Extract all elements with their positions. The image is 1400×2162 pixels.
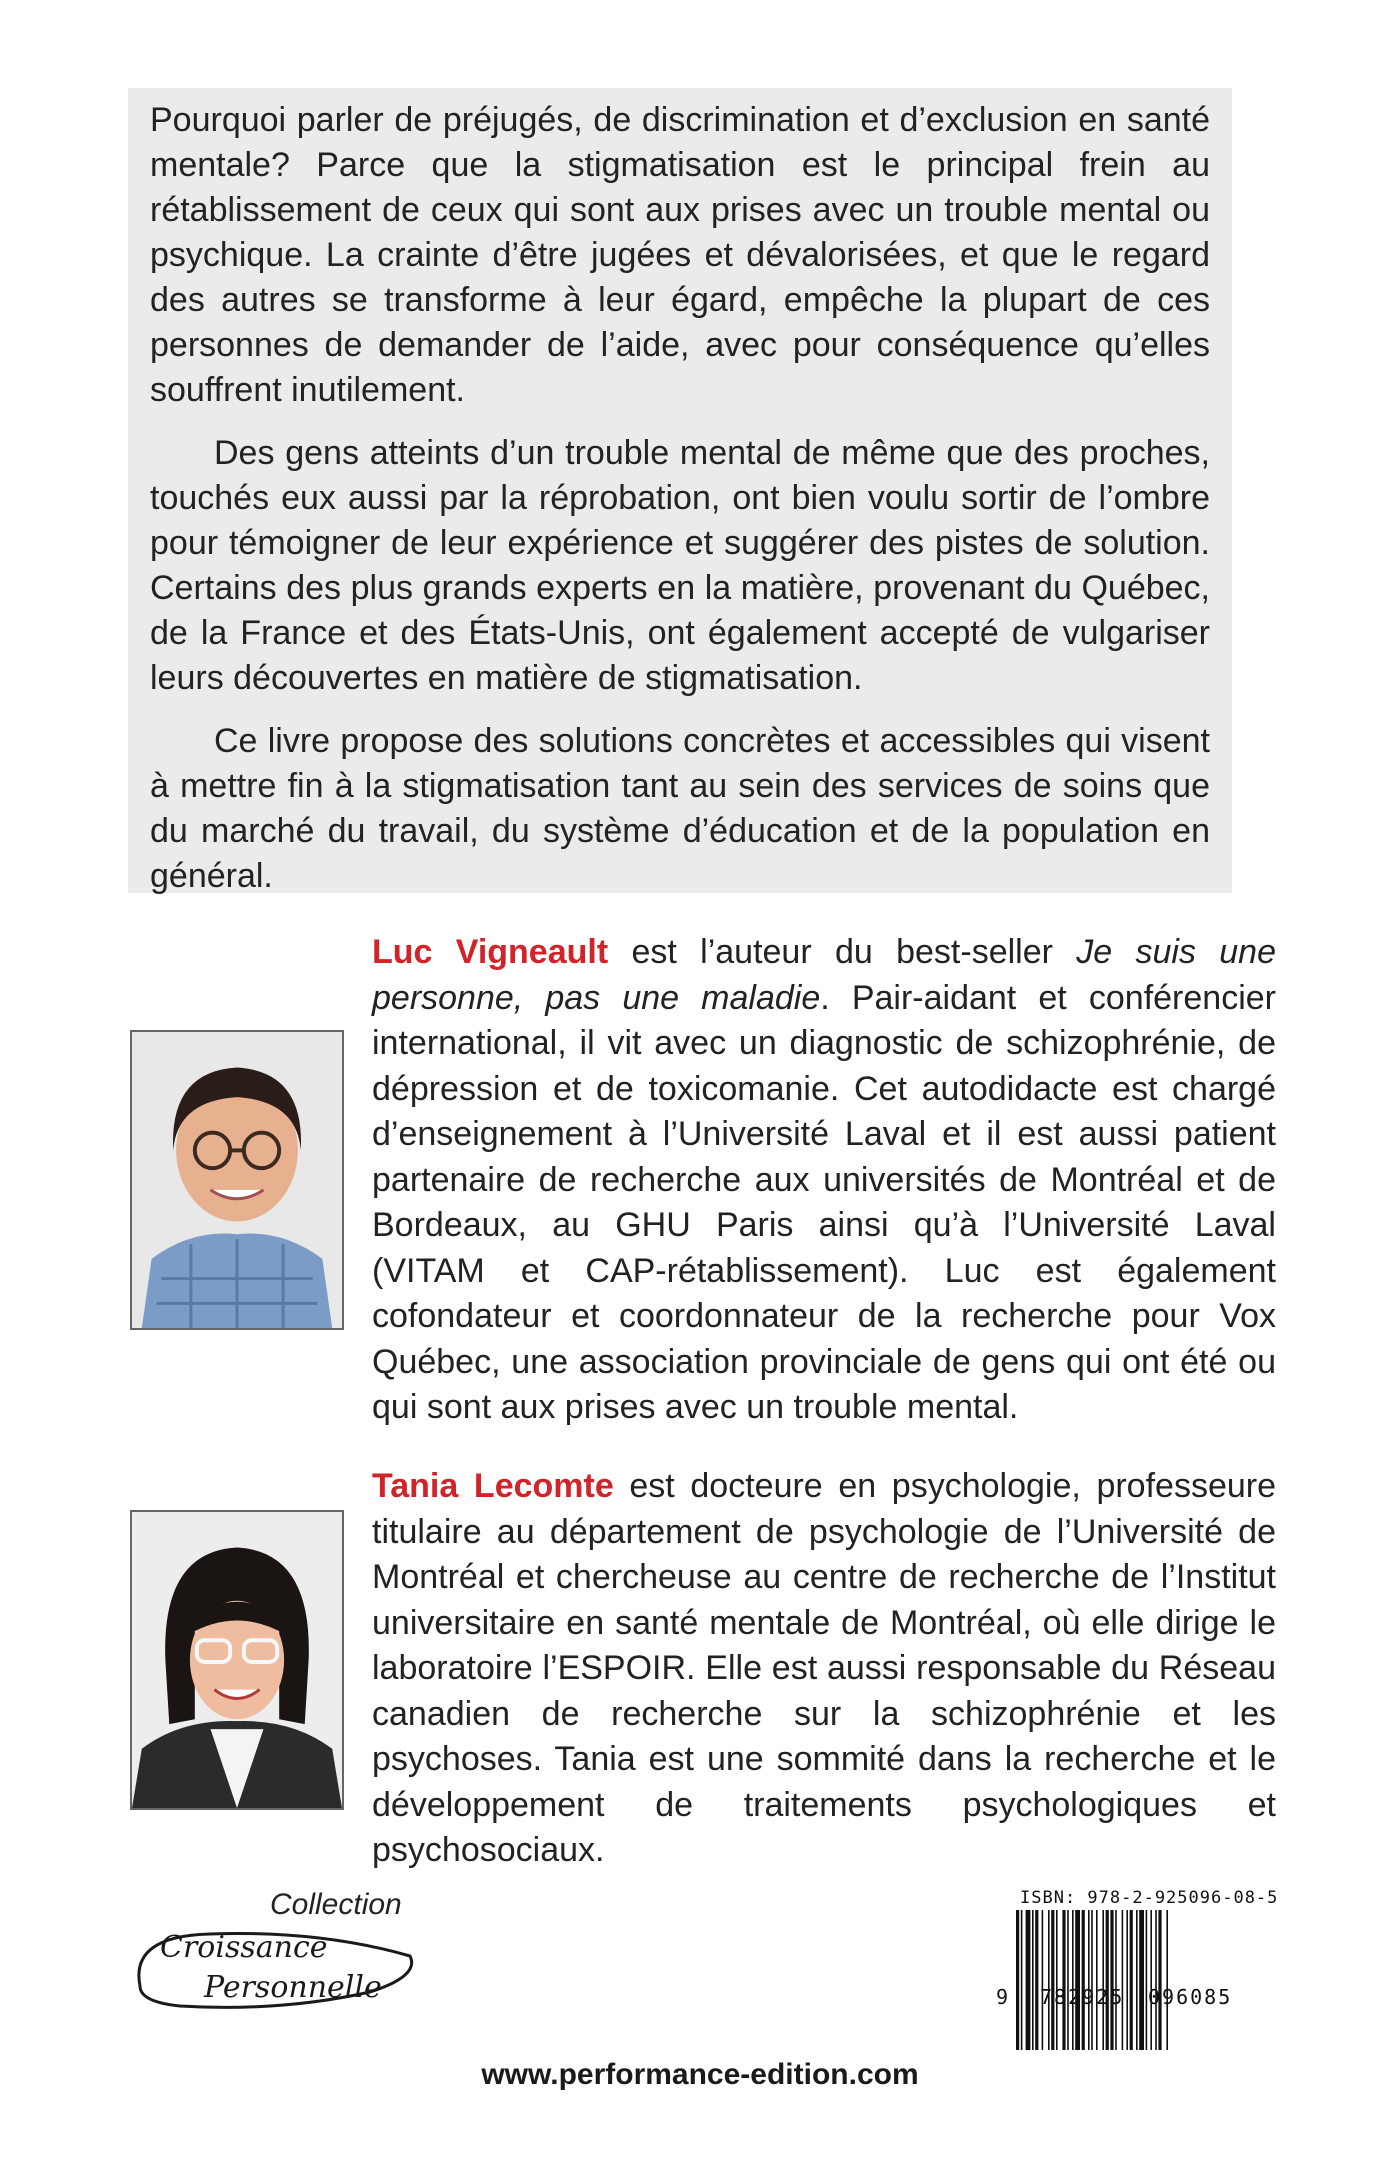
barcode-bar <box>1062 1910 1065 2050</box>
author-bio-tania <box>372 1464 1276 1874</box>
author-bio-luc-text-1: est l’auteur du best-seller <box>608 933 1077 971</box>
barcode-bar <box>1042 1910 1044 2050</box>
barcode-bar <box>1106 1910 1109 2050</box>
author-bio-tania-text: est docteure en psychologie, professeure titulaire au département de psychologie de l’Université de Montréal et chercheuse au centre de recherche de l’Institut universitaire en santé mentale de Montréal, où elle dirige le laboratoire l’ESPOIR. Elle est aussi responsable du Réseau canadien de recherche sur la schizophrénie et les psychoses. Tania est une sommité dans la recherche et le développement de traitements psychologiques et psychosociaux. <box>372 1467 1277 1869</box>
author-bio-luc-text-2: . Pair-aidant et conférencier international, il vit avec un diagnostic de schizophrénie, de dépression et de toxicomanie. Cet autodidacte est chargé d’enseignement à l’Université Laval et il est aussi patient partenaire de recherche aux universités de Montréal et de Bordeaux, au GHU Paris ainsi qu’à l’Université Laval (VITAM et CAP-rétablissement). Luc est également cofondateur et coordonnateur de la recherche pour Vox Québec, une association provinciale de gens qui ont été ou qui sont aux prises avec un trouble mental. <box>372 978 1276 1426</box>
portrait-man-image <box>132 1032 342 1328</box>
barcode-bar <box>1072 1910 1074 2050</box>
barcode-bar <box>1115 1910 1117 2050</box>
barcode-bar <box>1136 1910 1138 2050</box>
barcode-bar <box>1126 1910 1128 2050</box>
barcode-bar <box>1067 1910 1069 2050</box>
barcode-bar <box>1082 1910 1085 2050</box>
barcode-bar <box>1146 1910 1148 2050</box>
portrait-woman-image <box>132 1512 342 1808</box>
synopsis-paragraph-2: Des gens atteints d’un trouble mental de même que des proches, touchés eux aussi par la réprobation, ont bien voulu sortir de l’ombre pour témoigner de leur expérience et suggérer des pistes de solution. Certains des plus grands experts en la matière, provenant du Québec, de la France et des États-Unis, ont également accepté de vulgariser leurs découvertes en matière de stigmatisation. <box>150 434 1210 697</box>
book-title: Je suis une personne, pas une maladie <box>372 933 1276 1017</box>
barcode <box>1012 1910 1262 2050</box>
barcode-bar <box>1122 1910 1124 2050</box>
barcode-bar <box>1130 1910 1133 2050</box>
barcode-bar <box>1016 1910 1019 2050</box>
synopsis-panel <box>128 88 1232 893</box>
barcode-bar <box>1139 1910 1144 2050</box>
author-name-luc: Luc Vigneault <box>372 933 609 971</box>
synopsis-paragraph-3: Ce livre propose des solutions concrètes et accessibles qui visent à mettre fin à la stigmatisation tant au sein des services de soins que du marché du travail, du système d’éducation et de la population en général. <box>150 722 1210 895</box>
barcode-bar <box>1051 1910 1054 2050</box>
logo-line-2: Personnelle <box>204 1970 382 2005</box>
barcode-bar <box>1110 1910 1113 2050</box>
author-name-tania: Tania Lecomte <box>372 1467 614 1505</box>
author-photo-luc <box>130 1030 344 1330</box>
barcode-digit-first: 9 <box>996 1985 1009 2009</box>
author-photo-tania <box>130 1510 344 1810</box>
barcode-digits-left: 782925 <box>1040 1985 1125 2009</box>
publisher-website: www.performance-edition.com <box>481 2058 919 2091</box>
barcode-bar <box>1088 1910 1090 2050</box>
barcode-digits-right: 096085 <box>1148 1985 1233 2009</box>
barcode-bar <box>1032 1910 1034 2050</box>
logo-line-1: Croissance <box>160 1930 328 1965</box>
barcode-bar <box>1102 1910 1104 2050</box>
barcode-bar <box>1021 1910 1023 2050</box>
collection-logo <box>120 1888 430 2018</box>
barcode-bar <box>1155 1910 1157 2050</box>
barcode-bar <box>1091 1910 1093 2050</box>
barcode-bar <box>1096 1910 1098 2050</box>
logo-collection-label: Collection <box>270 1888 402 1921</box>
barcode-bar <box>1026 1910 1031 2050</box>
isbn-label: ISBN: 978-2-925096-08-5 <box>1020 1888 1279 1908</box>
author-bio-luc <box>372 930 1276 1431</box>
barcode-bar <box>1056 1910 1058 2050</box>
barcode-bar <box>1166 1910 1168 2050</box>
synopsis-paragraph-1: Pourquoi parler de préjugés, de discrimination et d’exclusion en santé mentale? Parce que la stigmatisation est le principal frein au rétablissement de ceux qui sont aux prises avec un trouble mental ou psychique. La crainte d’être jugées et dévalorisées, et que le regard des autres se transforme à leur égard, empêche la plupart de ces personnes de demander de l’aide, avec pour conséquence qu’elles souffrent inutilement. <box>150 101 1210 409</box>
barcode-bar <box>1158 1910 1161 2050</box>
barcode-bar <box>1048 1910 1050 2050</box>
barcode-bar <box>1150 1910 1152 2050</box>
barcode-bar <box>1035 1910 1038 2050</box>
barcode-bar <box>1075 1910 1080 2050</box>
